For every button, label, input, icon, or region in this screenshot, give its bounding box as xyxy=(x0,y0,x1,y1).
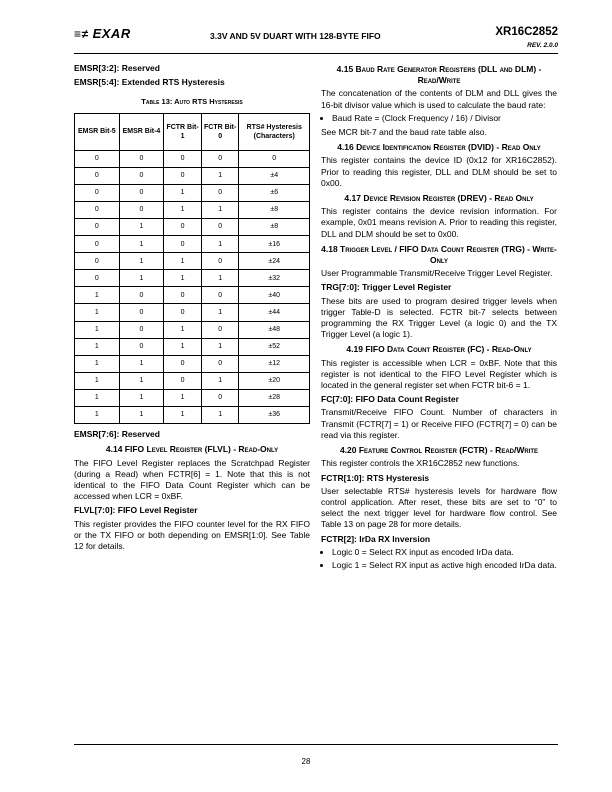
table-cell: ±32 xyxy=(239,270,310,287)
revision: REV. 2.0.0 xyxy=(527,42,558,49)
table-cell: 1 xyxy=(164,389,202,406)
table-cell: 0 xyxy=(119,150,164,167)
fc-text: Transmit/Receive FIFO Count. Number of characters in Transmit (FCTR[7] = 1) or Receive FIFO (FCTR[7] = 0) can be read via this register. xyxy=(321,407,557,440)
table-row xyxy=(75,150,310,167)
table-cell: 1 xyxy=(164,321,202,338)
table-cell: 1 xyxy=(75,338,120,355)
table-cell: ±52 xyxy=(239,338,310,355)
table-row xyxy=(75,372,310,389)
table-cell: 0 xyxy=(75,253,120,270)
table-row xyxy=(75,355,310,372)
section-4-16-heading: 4.16 Device Identification Register (DVID) - Read Only xyxy=(337,142,541,153)
table-cell: ±48 xyxy=(239,321,310,338)
table-cell: 1 xyxy=(201,270,239,287)
table-cell: ±44 xyxy=(239,304,310,321)
table-cell: 1 xyxy=(201,338,239,355)
table-header: EMSR Bit-5 xyxy=(75,113,120,150)
trg-text: These bits are used to program desired trigger levels when trigger Table-D is selected. FCTR bit-7 selects between programming the RX Trigger Level (a logic 0) and the TX Trigger Level (a logic 1). xyxy=(321,295,557,340)
table-cell: ±6 xyxy=(239,184,310,201)
section-4-19-text: This register is accessible when LCR = 0xBF. Note that this register is not identical to the FIFO Level Register which is located in the general register set when FCTR bit-6 = 1. xyxy=(321,357,557,391)
section-4-17-heading: 4.17 Device Revision Register (DREV) - Read Only xyxy=(344,193,534,204)
table-cell: 1 xyxy=(201,407,239,424)
flvl-text: This register provides the FIFO counter level for the RX FIFO or the TX FIFO or both depending on EMSR[1:0]. See Table 12 for details. xyxy=(74,518,310,551)
fctr10-heading: FCTR[1:0]: RTS Hysteresis xyxy=(321,472,430,483)
table-cell: 1 xyxy=(119,355,164,372)
table-cell: 1 xyxy=(164,407,202,424)
table-row xyxy=(75,236,310,253)
table-cell: 0 xyxy=(75,167,120,184)
table-row xyxy=(75,321,310,338)
table-cell: 1 xyxy=(201,236,239,253)
table-cell: 0 xyxy=(164,372,202,389)
emsr54-heading: EMSR[5:4]: Extended RTS Hysteresis xyxy=(74,77,225,88)
table-cell: 0 xyxy=(75,236,120,253)
emsr32-heading: EMSR[3:2]: Reserved xyxy=(74,63,160,73)
table-cell: 0 xyxy=(164,287,202,304)
table-cell: ±36 xyxy=(239,407,310,424)
table-row xyxy=(75,407,310,424)
table-cell: ±4 xyxy=(239,167,310,184)
baud-rate-formula: • Baud Rate = (Clock Frequency / 16) / Divisor xyxy=(332,113,557,124)
table-cell: 0 xyxy=(201,253,239,270)
table-cell: 1 xyxy=(119,372,164,389)
table-cell: 0 xyxy=(164,218,202,235)
table-cell: 1 xyxy=(201,167,239,184)
table-cell: 1 xyxy=(119,270,164,287)
table-row xyxy=(75,184,310,201)
table-cell: 1 xyxy=(201,201,239,218)
section-4-17-text: This register contains the device revision information. For example, 0x01 means revision A. Prior to reading this register, DLL and DLM should be set to 0x00. xyxy=(321,206,557,239)
table-row xyxy=(75,304,310,321)
table-cell: 0 xyxy=(239,150,310,167)
table-row xyxy=(75,338,310,355)
table-cell: 1 xyxy=(164,270,202,287)
table-cell: 0 xyxy=(201,355,239,372)
table-cell: ±12 xyxy=(239,355,310,372)
table-cell: 1 xyxy=(119,389,164,406)
table-cell: 0 xyxy=(75,201,120,218)
section-4-18-text: User Programmable Transmit/Receive Trigger Level Register. xyxy=(321,268,553,279)
header-rule xyxy=(74,53,558,54)
table-cell: 1 xyxy=(119,253,164,270)
fctr10-text: User selectable RTS# hysteresis levels for hardware flow control application. After reset, these bits are set to “0” to select the next trigger level for hardware flow control. See Table 13 on page 28 for more details. xyxy=(321,485,557,530)
page-header xyxy=(74,24,558,52)
table-cell: 1 xyxy=(164,338,202,355)
section-4-16-text: This register contains the device ID (0x12 for XR16C2852). Prior to reading this register, DLL and DLM should be set to 0x00. xyxy=(321,155,557,188)
table-cell: 1 xyxy=(75,389,120,406)
table-cell: 1 xyxy=(75,304,120,321)
table-header: FCTR Bit-0 xyxy=(201,113,239,150)
table-cell: ±8 xyxy=(239,201,310,218)
table-row xyxy=(75,270,310,287)
flvl-heading: FLVL[7:0]: FIFO Level Register xyxy=(74,505,198,516)
table-row xyxy=(75,389,310,406)
fctr2-list xyxy=(321,547,557,571)
table-cell: ±28 xyxy=(239,389,310,406)
table-cell: 0 xyxy=(201,184,239,201)
document-title: 3.3V AND 5V DUART WITH 128-BYTE FIFO xyxy=(210,31,381,41)
table-cell: 1 xyxy=(164,184,202,201)
table-cell: ±24 xyxy=(239,253,310,270)
part-number: XR16C2852 xyxy=(495,26,558,38)
exar-logo-icon: ≡≠ xyxy=(74,26,89,41)
table-header: RTS# Hysteresis (Characters) xyxy=(239,113,310,150)
section-4-19-heading: 4.19 FIFO Data Count Register (FC) - Read-Only xyxy=(346,344,532,355)
table-cell: 0 xyxy=(164,167,202,184)
table-cell: ±16 xyxy=(239,236,310,253)
table-cell: 0 xyxy=(164,150,202,167)
table-cell: 0 xyxy=(119,338,164,355)
table-header: FCTR Bit-1 xyxy=(164,113,202,150)
table-cell: 0 xyxy=(119,167,164,184)
table-cell: 0 xyxy=(201,287,239,304)
rts-hysteresis-table xyxy=(74,113,310,425)
left-column xyxy=(74,60,310,554)
table-cell: 1 xyxy=(75,321,120,338)
section-4-15-text: The concatenation of the contents of DLM and DLL gives the 16-bit divisor value which is used to calculate the baud rate: xyxy=(321,88,557,110)
footer-rule xyxy=(74,744,558,745)
table-cell: 1 xyxy=(75,372,120,389)
logo-text: EXAR xyxy=(92,26,131,41)
table-cell: 0 xyxy=(119,321,164,338)
section-4-14-heading: 4.14 FIFO Level Register (FLVL) - Read-Only xyxy=(105,444,279,455)
table-header: EMSR Bit-4 xyxy=(119,113,164,150)
right-column xyxy=(321,60,557,574)
table-cell: 0 xyxy=(201,321,239,338)
table-cell: 0 xyxy=(75,218,120,235)
exar-logo xyxy=(74,26,131,41)
page-number: 28 xyxy=(301,757,311,766)
table-cell: 1 xyxy=(75,287,120,304)
table-cell: 1 xyxy=(164,253,202,270)
table-cell: 0 xyxy=(75,270,120,287)
table-cell: ±40 xyxy=(239,287,310,304)
table-cell: 0 xyxy=(119,304,164,321)
table-cell: 1 xyxy=(75,407,120,424)
table-cell: 1 xyxy=(119,236,164,253)
table-cell: ±8 xyxy=(239,218,310,235)
table-cell: 0 xyxy=(119,184,164,201)
section-4-20-heading: 4.20 Feature Control Register (FCTR) - Read/Write xyxy=(339,445,539,456)
table-caption: Table 13: Auto RTS Hysteresis xyxy=(141,97,243,107)
fctr2-bullet-logic1: • Logic 1 = Select RX input as active high encoded IrDa data. xyxy=(332,560,557,571)
table-row xyxy=(75,253,310,270)
table-cell: 1 xyxy=(164,201,202,218)
baud-rate-list xyxy=(321,113,557,124)
table-cell: 1 xyxy=(119,218,164,235)
section-4-20-text: This register controls the XR16C2852 new functions. xyxy=(321,458,520,469)
table-cell: 0 xyxy=(75,150,120,167)
fctr2-bullet-logic0: • Logic 0 = Select RX input as encoded IrDa data. xyxy=(332,547,557,558)
table-cell: 0 xyxy=(164,236,202,253)
fc-heading: FC[7:0]: FIFO Data Count Register xyxy=(321,394,459,405)
table-cell: 1 xyxy=(119,407,164,424)
table-row xyxy=(75,218,310,235)
section-4-15-heading: 4.15 Baud Rate Generator Registers (DLL and DLM) - Read/Write xyxy=(336,64,542,86)
table-cell: 0 xyxy=(201,218,239,235)
table-cell: 1 xyxy=(201,304,239,321)
fctr2-heading: FCTR[2]: IrDa RX Inversion xyxy=(321,533,431,544)
table-cell: 0 xyxy=(75,184,120,201)
trg-heading: TRG[7:0]: Trigger Level Register xyxy=(321,282,452,293)
section-4-18-heading: 4.18 Trigger Level / FIFO Data Count Register (TRG) - Write-Only xyxy=(321,243,557,266)
table-row xyxy=(75,167,310,184)
table-cell: 0 xyxy=(201,389,239,406)
table-cell: 0 xyxy=(164,304,202,321)
table-cell: 0 xyxy=(164,355,202,372)
table-row xyxy=(75,287,310,304)
table-cell: 0 xyxy=(201,150,239,167)
table-cell: 0 xyxy=(119,201,164,218)
table-cell: 0 xyxy=(119,287,164,304)
table-row xyxy=(75,201,310,218)
table-cell: 1 xyxy=(75,355,120,372)
emsr76-heading: EMSR[7:6]: Reserved xyxy=(74,429,160,440)
table-cell: 1 xyxy=(201,372,239,389)
section-4-15-note: See MCR bit-7 and the baud rate table also. xyxy=(321,127,487,138)
section-4-14-text: The FIFO Level Register replaces the Scratchpad Register (during a Read) when FCTR[6] = 1. Note that this is not identical to the FIFO Data Count Register which can be accessed when LCR = 0xBF. xyxy=(74,457,310,502)
table-cell: ±20 xyxy=(239,372,310,389)
